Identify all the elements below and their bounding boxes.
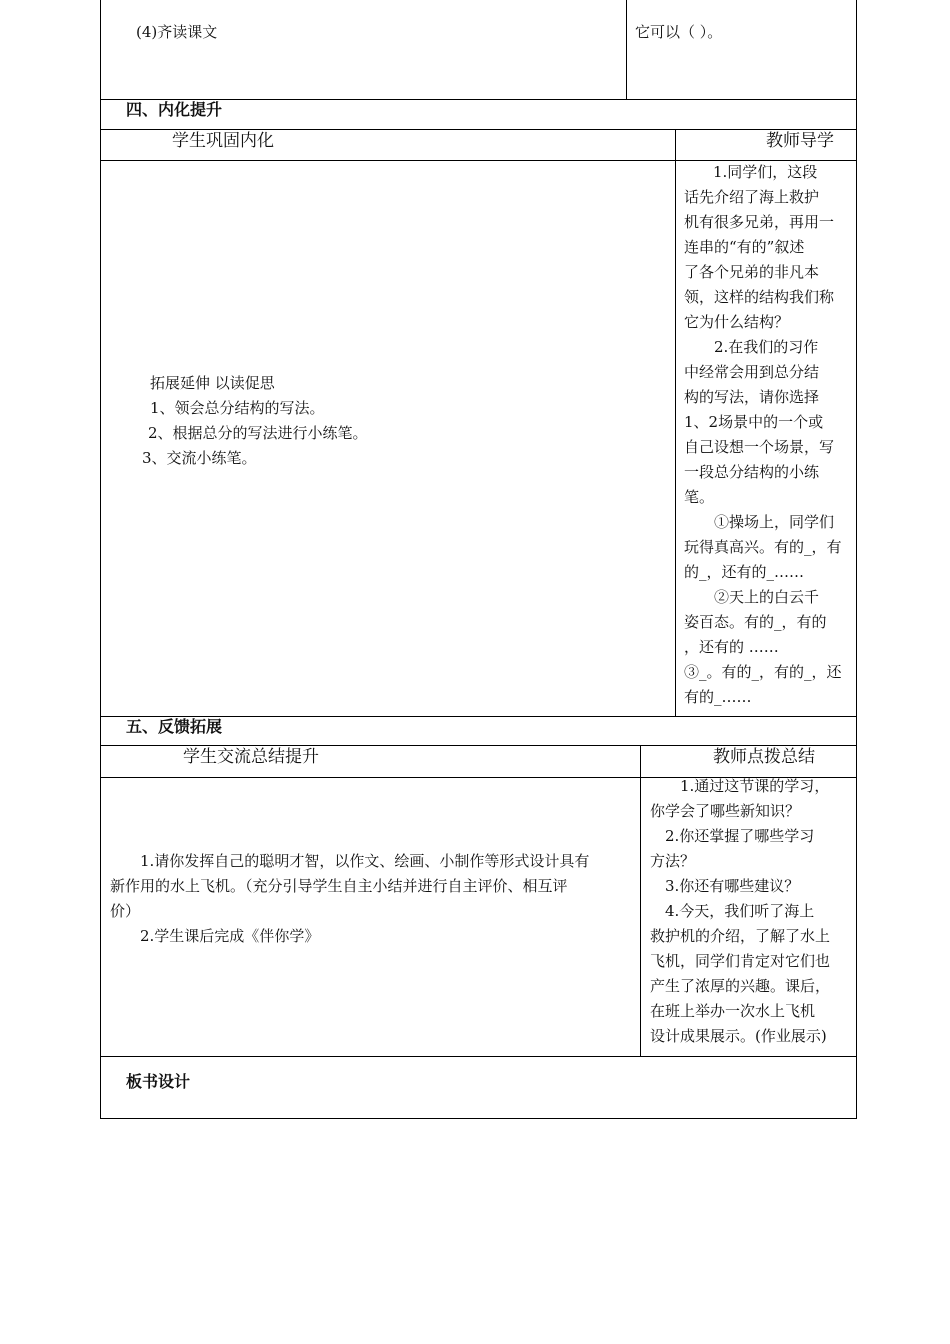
section5-column-divider [640, 745, 641, 1056]
teacher-line: 构的写法，请你选择 [684, 388, 820, 406]
section5-title: 五、反馈拓展 [126, 717, 223, 736]
teacher-line: 1.通过这节课的学习， [650, 777, 830, 795]
teacher-line: 2.在我们的习作 [684, 338, 819, 356]
section4-teacher-header: 教师导学 [766, 131, 834, 151]
student-line: 2、根据总分的写法进行小练笔。 [148, 424, 368, 442]
teacher-line: 玩得真高兴。有的_，有 [684, 538, 842, 556]
teacher-line: 你学会了哪些新知识？ [650, 802, 801, 820]
row-separator [100, 1056, 857, 1057]
section5-student-header: 学生交流总结提升 [183, 747, 319, 767]
teacher-line: 4.今天，我们听了海上 [650, 902, 815, 920]
section4-student-header: 学生巩固内化 [172, 131, 274, 151]
section5-teacher-header: 教师点拨总结 [713, 747, 815, 767]
teacher-line: 在班上举办一次水上飞机 [650, 1002, 816, 1020]
teacher-line: 飞机，同学们肯定对它们也 [650, 952, 831, 970]
student-line: 3、交流小练笔。 [142, 449, 257, 467]
teacher-line: ①操场上，同学们 [684, 513, 835, 531]
student-line: 新作用的水上飞机。（充分引导学生自主小结并进行自主评价、相互评 [110, 877, 568, 895]
top-row-right-text: 它可以（ ）。 [635, 23, 723, 41]
teacher-line: 救护机的介绍，了解了水上 [650, 927, 831, 945]
teacher-line: 3.你还有哪些建议？ [650, 877, 800, 895]
teacher-line: ③_。有的_，有的_，还 [684, 663, 842, 681]
student-line: 2.学生课后完成《伴你学》 [110, 927, 320, 945]
teacher-line: 自己设想一个场景，写 [684, 438, 835, 456]
student-line: 拓展延伸 以读促思 [150, 374, 275, 392]
teacher-line: 机有很多兄弟，再用一 [684, 213, 835, 231]
student-line: 价） [110, 902, 141, 920]
teacher-line: 了各个兄弟的非凡本 [684, 263, 820, 281]
teacher-line: 1、2场景中的一个或 [684, 413, 824, 431]
section5-teacher-content [650, 774, 830, 1049]
teacher-line: 它为什么结构？ [684, 313, 790, 331]
teacher-line: 设计成果展示。(作业展示) [650, 1027, 827, 1045]
top-row-divider [626, 0, 627, 99]
teacher-line: 方法？ [650, 852, 696, 870]
student-line: 1.请你发挥自己的聪明才智，以作文、绘画、小制作等形式设计具有 [110, 852, 590, 870]
teacher-line: 1.同学们，这段 [698, 163, 818, 181]
teacher-line: 话先介绍了海上救护 [684, 188, 820, 206]
teacher-line: 中经常会用到总分结 [684, 363, 820, 381]
teacher-line: 的_，还有的_…… [684, 563, 805, 581]
teacher-line: 连串的“有的”叙述 [684, 238, 805, 256]
teacher-line: 有的_…… [684, 688, 752, 706]
student-line: 1、领会总分结构的写法。 [150, 399, 325, 417]
teacher-line: 产生了浓厚的兴趣。课后， [650, 977, 831, 995]
section4-column-divider [675, 129, 676, 716]
section4-title: 四、内化提升 [126, 100, 223, 119]
teacher-line: 一段总分结构的小练 [684, 463, 820, 481]
teacher-line: ，还有的 …… [684, 638, 779, 656]
teacher-line: 领，这样的结构我们称 [684, 288, 835, 306]
section4-student-content [142, 371, 368, 471]
top-row-left-text: (4)齐读课文 [136, 23, 218, 41]
teacher-line: 笔。 [684, 488, 715, 506]
teacher-line: ②天上的白云千 [684, 588, 820, 606]
section5-student-content [110, 849, 589, 949]
section4-teacher-content [684, 160, 842, 710]
board-design-title: 板书设计 [126, 1072, 191, 1091]
teacher-line: 2.你还掌握了哪些学习 [650, 827, 815, 845]
teacher-line: 姿百态。有的_，有的 [684, 613, 827, 631]
